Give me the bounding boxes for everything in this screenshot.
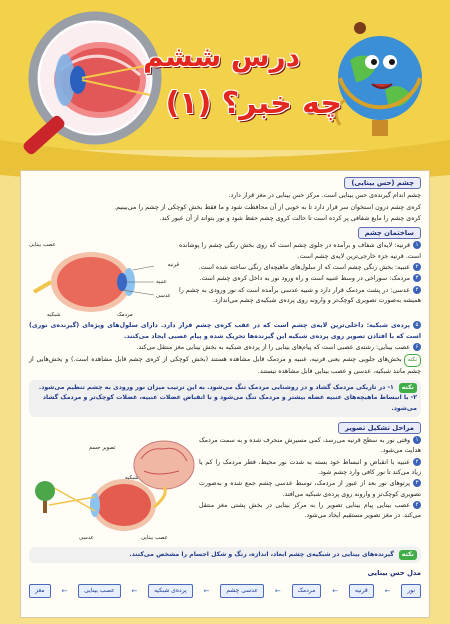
cornea-paragraph: ۱قرنیه: لایه‌ای شفاف و برآمده در جلوی چشم است که روی بخش رنگی چشم را پوشانده است. قرنیه جزء خارجی‌ترین لایه‌ی چشم است. [179,242,421,260]
label-iris: عنبیه [156,279,167,286]
lesson-title: چه خبر؟ (۱) [165,86,342,121]
step-badge: ۴ [413,286,421,294]
tip-tag: نکته [404,354,421,366]
step-1: ۱وقتی نور به سطح قرنیه می‌رسد، کمی مسیرش منحرف شده و به سمت مردمک هدایت می‌شود. [199,437,421,455]
step-badge: ۳ [413,479,421,487]
note-tag-2: نکته [399,550,417,560]
step-badge: ۱ [413,436,421,444]
chain-step: عصب بینایی [78,584,120,598]
chain-arrow-icon: ← [274,586,281,595]
note-box [29,380,421,417]
label-cornea: قرنیه [167,262,179,269]
label-lens: عدسی [156,293,171,300]
note-line-2: ۲- با انبساط ماهیچه‌های عنبیه عضله بیشتر و مردمک تنگ می‌شود و با انقباض عضلات عنبیه، عضلات کوچک‌تر و مردمک گشاد می‌شود. [42,394,417,412]
step-badge: ۱ [413,241,421,249]
eye-anatomy-figure [29,240,179,320]
structure-block [29,240,421,320]
vision-model-label: مدل حس بینایی [367,569,421,578]
chain-step: مردمک [292,584,322,598]
eye-paragraph-2: کره‌ی چشم درون استخوان سر قرار دارد تا به خوبی از آن محافظت شود و ما فقط بخش کوچکی از چشم را می‌بینیم. [114,203,421,211]
step-2: ۲عنبیه با انقباض و انبساط خود بسته به شدت نور محیط، قطر مردمک را کم یا زیاد می‌کند تا نور کافی وارد چشم شود. [199,458,421,477]
pupil-paragraph: ۳مردمک: سوراخی در وسط عنبیه است و راه ورود نور به داخل کره‌ی چشم است. [179,274,421,284]
chain-arrow-icon: ← [203,586,210,595]
magnifier-eye-icon [21,16,157,156]
label-retina: شبکیه [47,312,61,319]
label-object-image: تصویر جسم [89,445,116,452]
chain-step: عدسی چشم [220,584,264,598]
step-badge: ۵ [413,321,421,329]
label-lens-2: عدسی [79,535,94,542]
chapter-header [0,0,450,170]
note-line-1: ۱- در تاریکی مردمک گشاد و در روشنایی مردمک تنگ می‌شود. به این ترتیب میزان نور ورودی به چشم تنظیم می‌شود. [38,383,394,391]
eye-paragraph-1: چشم اندام گیرنده‌ی حس بینایی است. مرکز حس بینایی در مغز قرار دارد. [228,192,421,200]
chain-arrow-icon: ← [131,586,138,595]
step-3: ۳پرتوهای نور بعد از عبور از مردمک، توسط عدسی چشم جمع شده و به‌صورت تصویری کوچک‌تر و وارونه روی پرده‌ی شبکیه می‌افتد. [199,480,421,498]
chapter-title: درس ششم [143,40,300,73]
section-eye-label: چشم (حس بینایی) [344,177,421,189]
lesson-content [20,170,430,618]
section-structure-label: ساختمان چشم [358,227,421,239]
optic-nerve-paragraph: ۶عصب بینایی: رشته‌ی عصبی است که پیام‌های بینایی را از پرده‌ی شبکیه به بخش بینایی مغز منتقل می‌کند. [29,343,421,353]
step-badge: ۶ [413,343,421,351]
header-illustration [0,0,450,170]
step-4: ۴عصب بینایی پیام بینایی تصویر را به مرکز بینایی در بخش پشتی مغز منتقل می‌کند. در مغز تصویر مستقیم ایجاد می‌شود. [199,501,421,520]
chain-step: پرده‌ی شبکیه [148,584,193,598]
label-retina-2: شبکیه [125,475,139,482]
image-formation-block [29,435,421,545]
image-note: نکته گیرنده‌های بینایی در شبکیه‌ی چشم ابعاد، اندازه، رنگ و شکل اجسام را مشخص می‌کنند. [29,547,421,563]
chain-arrow-icon: ← [384,586,391,595]
chain-step: قرنیه [349,584,374,598]
chain-arrow-icon: ← [332,586,339,595]
section-image-formation-label: مراحل تشکیل تصویر [338,422,421,434]
label-optic-nerve-2: عصب بینایی [141,535,168,542]
eye-paragraph-3: کره‌ی چشم را مایع شفافی پر کرده است تا حالت کروی چشم حفظ شود و نور بتواند از آن عبور کند. [159,214,421,222]
note-tag: نکته [399,383,417,393]
iris-paragraph: ۲عنبیه: بخش رنگی چشم است که از سلول‌های ماهیچه‌ای رنگی ساخته شده است. [179,263,421,273]
chain-step: مغز [29,584,50,598]
visible-parts-paragraph: نکتهبخش‌های جلویی چشم یعنی قرنیه، عنبیه و مردمک قابل مشاهده هستند (بخش کوچکی از کره‌ی چشم قابل مشاهده است.) و بخش‌هایی از چشم مانند شبکیه، عدسی و عصب بینایی قابل مشاهده نیستند. [29,356,421,375]
image-formation-figure [29,435,199,545]
vision-chain [29,584,421,598]
step-badge: ۳ [413,274,421,282]
step-badge: ۲ [413,458,421,466]
retina-paragraph: ۵پرده‌ی شبکیه: داخلی‌ترین لایه‌ی چشم است که در عقب کره‌ی چشم قرار دارد. دارای سلول‌های ویژه‌ای (گیرنده‌ی نوری) است که با افتادن تصویر روی پرده‌ی شبکیه این گیرنده‌ها تحریک شده و پیام عصبی ایجاد می‌کنند. [29,322,421,340]
chain-step: نور [401,584,421,598]
step-badge: ۴ [413,501,421,509]
lens-paragraph: ۴عدسی: در پشت مردمک قرار دارد و شبیه عدسی برآمده است که نور ورودی به چشم را همیشه به‌صورت تصویری کوچک‌تر و وارونه روی پرده‌ی شبکیه‌ی چشم می‌اندازد. [179,286,421,304]
chain-arrow-icon: ← [61,586,68,595]
step-badge: ۲ [413,263,421,271]
label-pupil: مردمک [117,312,133,319]
globe-mascot-icon [336,22,422,136]
label-optic-nerve: عصب بینایی [29,242,56,249]
